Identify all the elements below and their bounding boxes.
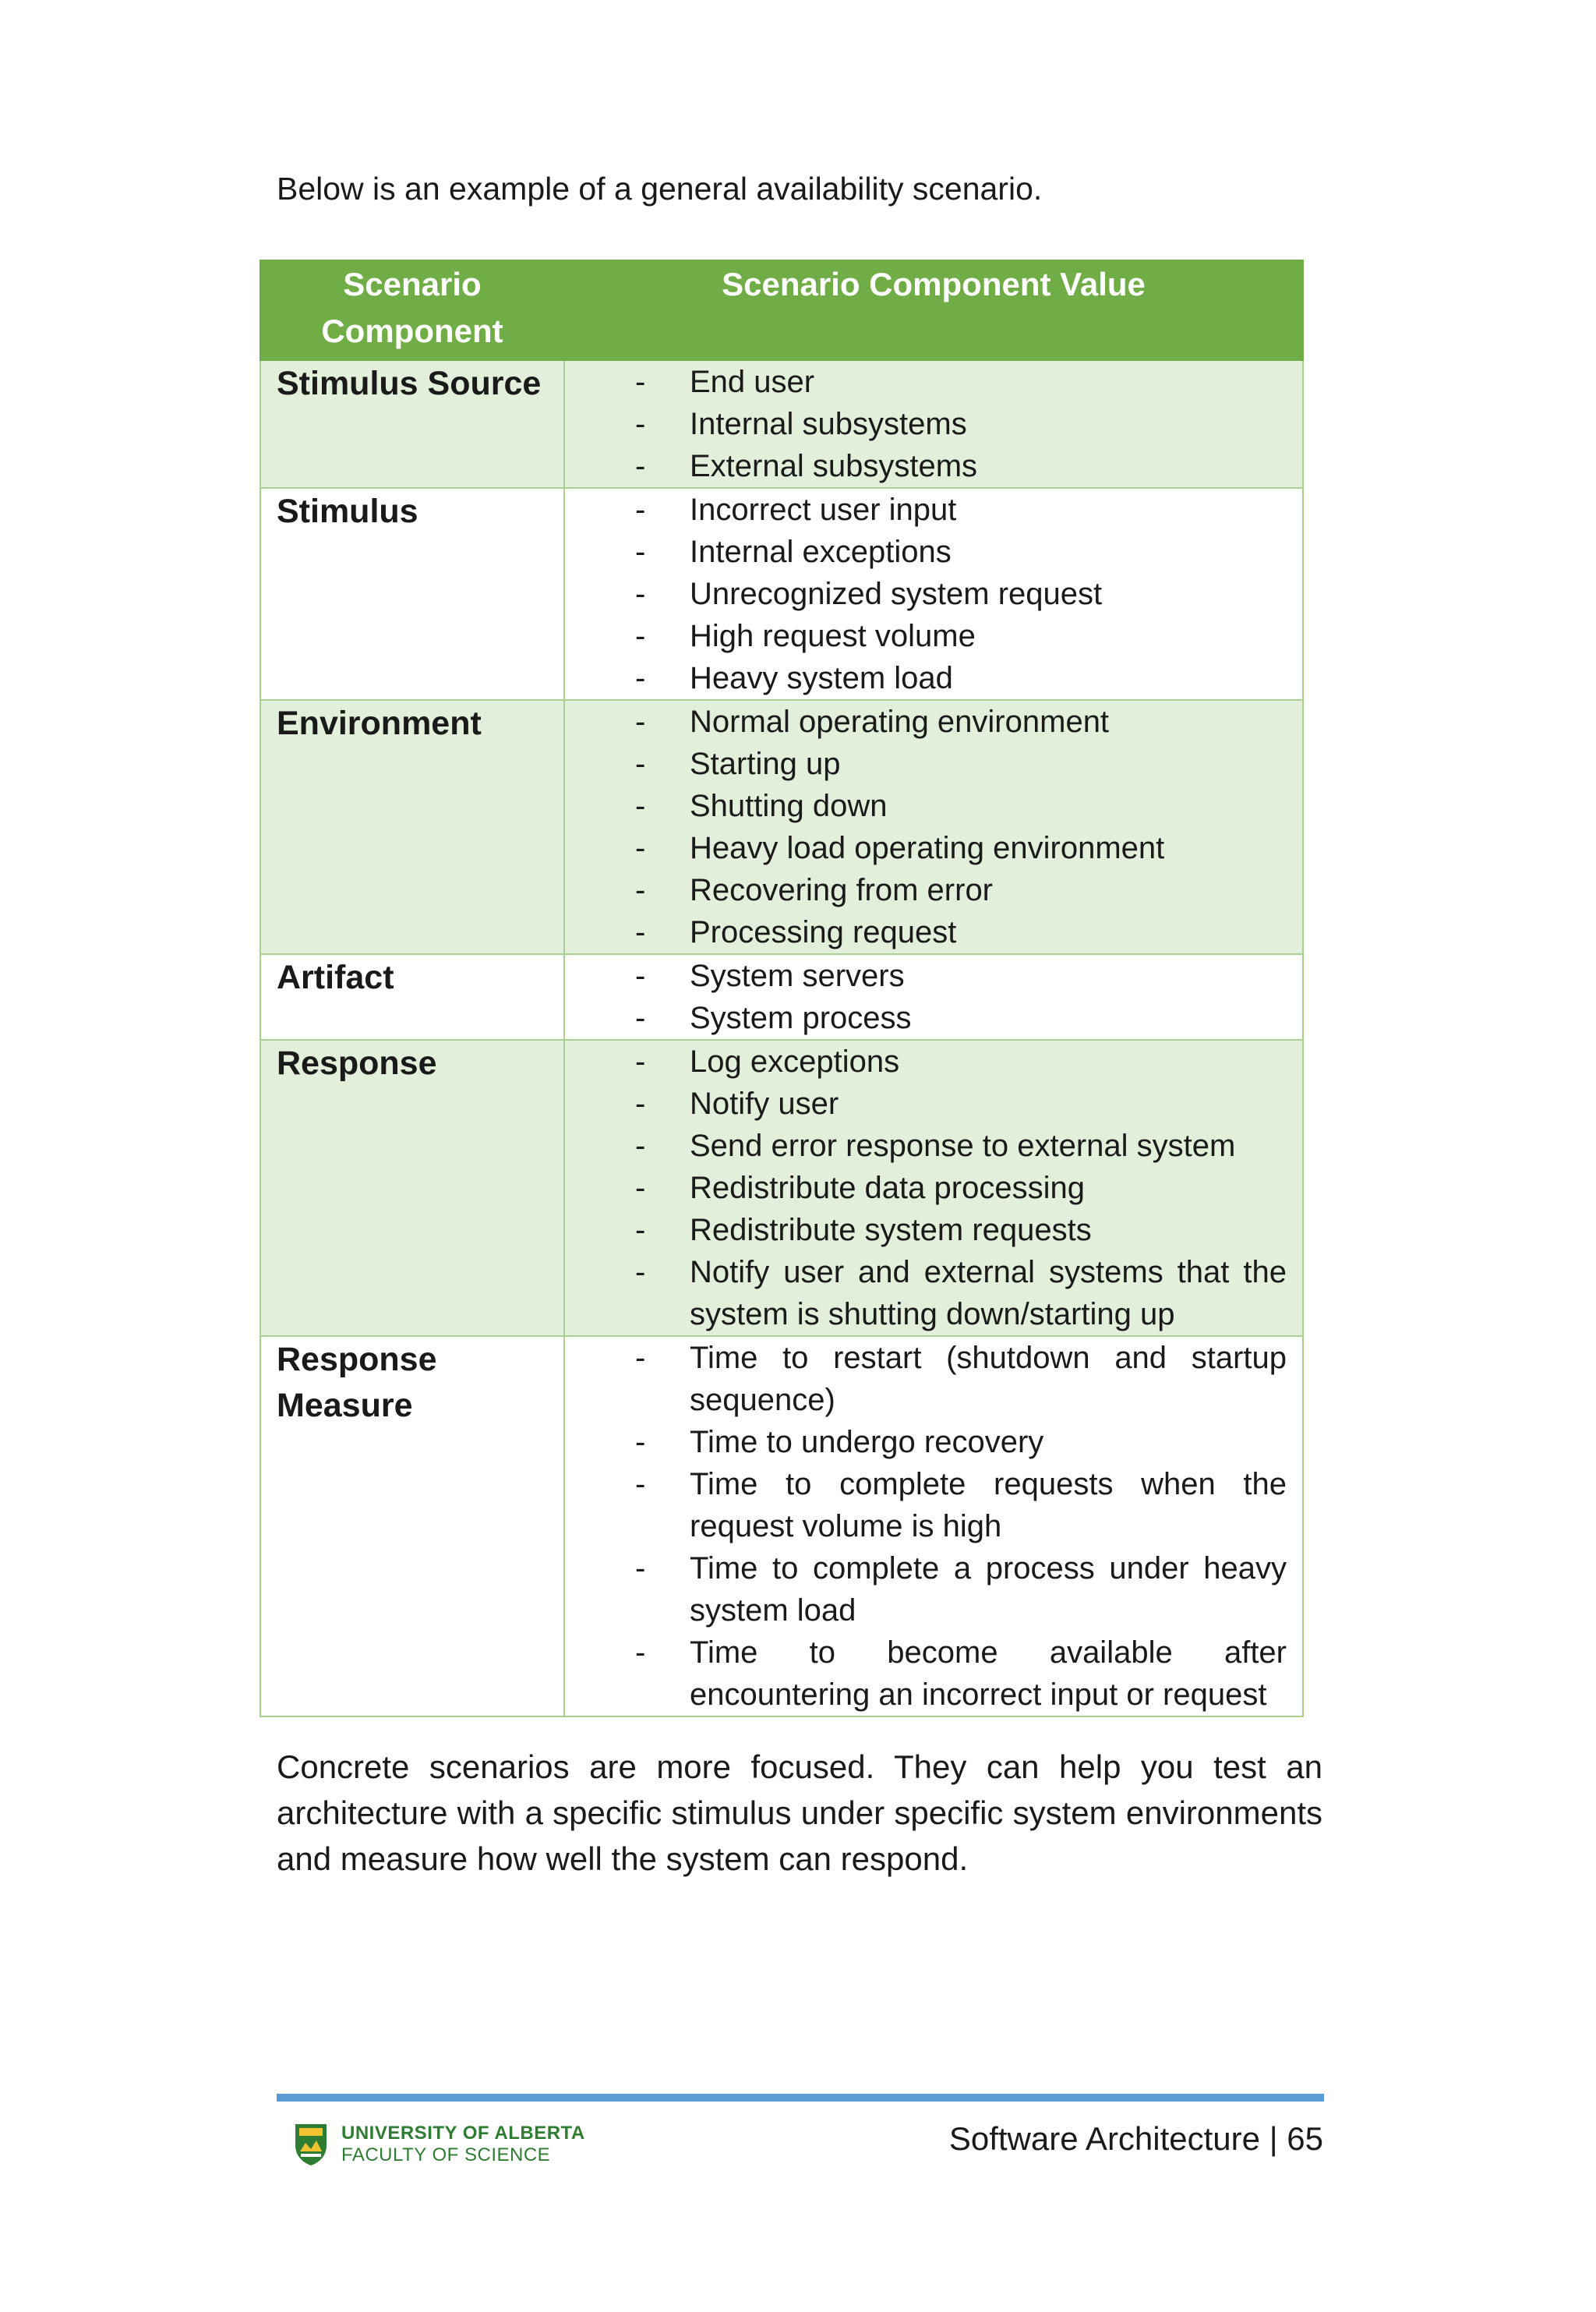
value-text: Unrecognized system request [690,577,1103,611]
value-text: Time to restart (shutdown and startup sequence) [690,1341,1287,1417]
bullet-dash: - [635,1001,646,1035]
table-row [260,1336,1303,1716]
list-item [565,615,1302,657]
bullet-dash: - [635,959,646,993]
list-item [565,1167,1302,1209]
list-item [565,1251,1302,1335]
list-item [565,1463,1302,1547]
bullet-dash: - [635,747,646,781]
list-item [565,869,1302,911]
table-body [260,360,1303,1716]
bullet-dash: - [635,1467,646,1501]
value-list [565,701,1302,953]
value-list [565,1337,1302,1716]
value-text: Notify user [690,1087,839,1121]
value-text: High request volume [690,619,976,653]
table-row [260,954,1303,1040]
footer-separator: | [1269,2120,1278,2157]
bullet-dash: - [635,449,646,483]
value-text: Time to complete requests when the request volume is high [690,1467,1287,1543]
bullet-dash: - [635,577,646,611]
bullet-dash: - [635,789,646,823]
value-text: Internal subsystems [690,407,967,441]
value-text: Redistribute system requests [690,1213,1092,1247]
value-text: Send error response to external system [690,1129,1236,1163]
list-item [565,743,1302,785]
bullet-dash: - [635,1213,646,1247]
bullet-dash: - [635,365,646,399]
table-row [260,700,1303,954]
bullet-dash: - [635,1425,646,1459]
list-item [565,955,1302,997]
value-text: System servers [690,959,905,993]
book-title: Software Architecture [948,2120,1261,2157]
bullet-dash: - [635,535,646,569]
scenario-value-cell [564,700,1303,954]
scenario-component-cell: Stimulus [260,488,564,700]
table-row [260,1040,1303,1336]
bullet-dash: - [635,1171,646,1205]
value-text: Redistribute data processing [690,1171,1085,1205]
list-item [565,1209,1302,1251]
crest-icon [293,2122,329,2167]
value-text: Internal exceptions [690,535,952,569]
list-item [565,403,1302,445]
logo-university-name: UNIVERSITY OF ALBERTA [341,2123,585,2144]
list-item [565,1125,1302,1167]
value-text: Starting up [690,747,841,781]
bullet-dash: - [635,1255,646,1289]
list-item [565,489,1302,531]
list-item [565,785,1302,827]
value-text: Heavy load operating environment [690,831,1165,865]
scenario-component-cell: Environment [260,700,564,954]
table-row [260,488,1303,700]
bullet-dash: - [635,1087,646,1121]
page-footer-label [949,2116,1323,2162]
value-text: Notify user and external systems that the system is shutting down/starting up [690,1255,1287,1331]
bullet-dash: - [635,1045,646,1079]
bullet-dash: - [635,1635,646,1670]
bullet-dash: - [635,831,646,865]
list-item [565,573,1302,615]
page-number: 65 [1287,2120,1323,2157]
value-list [565,955,1302,1039]
scenario-value-cell [564,954,1303,1040]
value-text: Heavy system load [690,661,953,695]
scenario-component-cell: Artifact [260,954,564,1040]
scenario-value-cell [564,1040,1303,1336]
bullet-dash: - [635,1129,646,1163]
list-item [565,657,1302,699]
list-item [565,1631,1302,1716]
table-row [260,360,1303,488]
list-item [565,1337,1302,1421]
value-list [565,1041,1302,1335]
scenario-value-cell [564,488,1303,700]
scenario-table [260,260,1304,1717]
value-text: End user [690,365,815,399]
list-item [565,1083,1302,1125]
value-text: Normal operating environment [690,705,1110,739]
list-item [565,701,1302,743]
logo-faculty-name: FACULTY OF SCIENCE [341,2144,551,2165]
header-component-value: Scenario Component Value [564,260,1303,360]
list-item [565,911,1302,953]
value-text: System process [690,1001,912,1035]
value-text: Shutting down [690,789,888,823]
bullet-dash: - [635,1551,646,1586]
intro-paragraph: Below is an example of a general availability scenario. [277,171,1043,207]
list-item [565,1547,1302,1631]
bullet-dash: - [635,407,646,441]
scenario-component-cell: Response Measure [260,1336,564,1716]
bullet-dash: - [635,619,646,653]
value-text: Time to undergo recovery [690,1425,1044,1459]
bullet-dash: - [635,661,646,695]
university-logo [293,2122,585,2167]
scenario-value-cell [564,1336,1303,1716]
list-item [565,1421,1302,1463]
value-list [565,361,1302,487]
bullet-dash: - [635,705,646,739]
bullet-dash: - [635,493,646,527]
value-text: Recovering from error [690,873,994,907]
bullet-dash: - [635,915,646,949]
closing-paragraph: Concrete scenarios are more focused. They can help you test an architecture with a specific stimulus under specific system environments and measure how well the system can respond. [277,1748,1322,1877]
list-item [565,531,1302,573]
value-text: Incorrect user input [690,493,957,527]
value-list [565,489,1302,699]
value-text: Processing request [690,915,957,949]
scenario-component-cell: Response [260,1040,564,1336]
list-item [565,445,1302,487]
table-header-row [260,260,1303,360]
value-text: Time to complete a process under heavy system load [690,1551,1287,1628]
header-component: Scenario Component [260,260,564,360]
scenario-component-cell: Stimulus Source [260,360,564,488]
footer-divider [277,2094,1324,2102]
value-text: External subsystems [690,449,978,483]
list-item [565,1041,1302,1083]
list-item [565,827,1302,869]
bullet-dash: - [635,1341,646,1375]
list-item [565,361,1302,403]
value-text: Log exceptions [690,1045,900,1079]
value-text: Time to become available after encountering an incorrect input or request [690,1635,1287,1712]
bullet-dash: - [635,873,646,907]
scenario-value-cell [564,360,1303,488]
list-item [565,997,1302,1039]
